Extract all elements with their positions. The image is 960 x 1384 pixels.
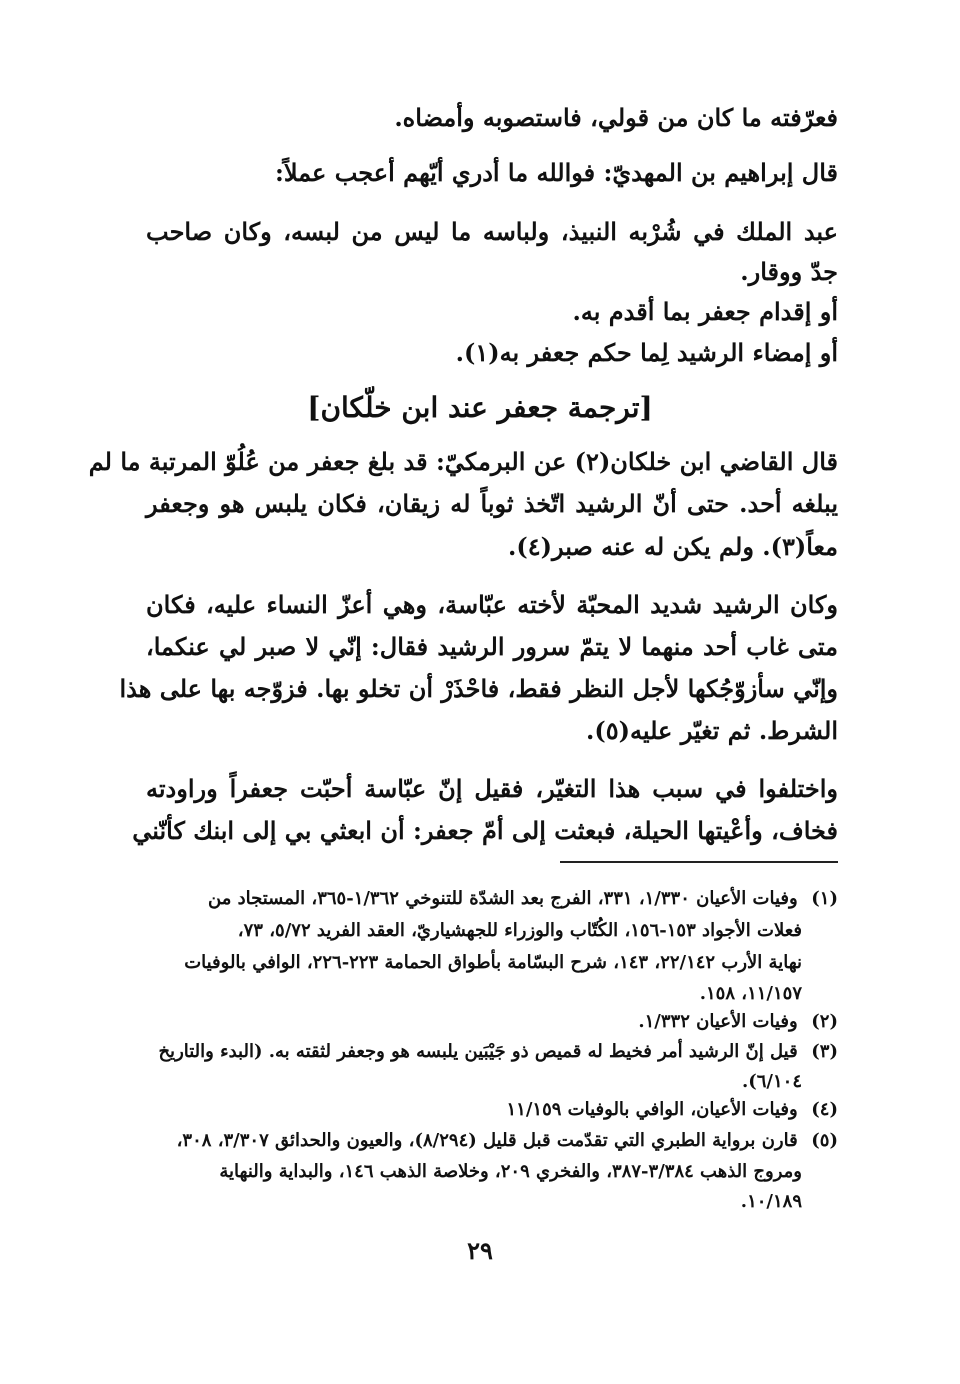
para3-line-1: وكان الرشيد شديد المحبّة لأخته عبّاسة، وهي أعزّ النساء عليه، فكان: [146, 590, 838, 619]
footnote-1-number: (١): [811, 888, 838, 909]
footnote-3-line-1: [146, 1037, 838, 1066]
footnote-5-line-3: ١٠/١٨٩.: [740, 1191, 802, 1212]
para3-line-3: وإنّي سأزوّجُكها لأجل النظر فقط، فاحْذَرْ أن تخلو بها. فزوّجه بها على هذا: [119, 674, 838, 703]
footnote-separator: [560, 861, 838, 863]
footnote-3-number: (٣): [811, 1041, 838, 1062]
footnote-5-line-1: [146, 1126, 838, 1155]
para3-line-4: الشرط. ثم تغيّر عليه(٥).: [586, 716, 838, 745]
para2-line-1: قال القاضي ابن خلكان(٢) عن البرمكيّ: قد بلغ جعفر من عُلُوّ المرتبة ما لم: [88, 447, 838, 476]
footnote-4: [146, 1095, 838, 1124]
para4-line-2: فخاف، وأعْيتها الحيلة، فبعثت إلى أمّ جعفر: أن ابعثي بي إلى ابنك كأنّني: [132, 816, 838, 845]
body-line-1: فعرّفته ما كان من قولي، فاستصوبه وأمضاه.: [394, 103, 838, 132]
para3-line-2: متى غاب أحد منهما لا يتمّ سرور الرشيد فقال: إنّي لا صبر لي عنكما،: [146, 632, 838, 661]
para2-line-2: يبلغه أحد. حتى أنّ الرشيد اتّخذ ثوباً له زيقان، فكان يلبس هو وجعفر: [146, 489, 838, 518]
body-line-2: قال إبراهيم بن المهديّ: فوالله ما أدري أيّهم أعجب عملاً:: [274, 158, 838, 187]
body-line-6: أو إمضاء الرشيد لِما حكم جعفر به(١).: [455, 338, 838, 367]
footnote-4-text: وفيات الأعيان، الوافي بالوفيات ١١/١٥٩: [506, 1099, 798, 1120]
footnote-2-text: وفيات الأعيان ١/٣٣٢.: [638, 1011, 798, 1032]
para2-line-3: معاً(٣). ولم يكن له عنه صبر(٤).: [507, 532, 838, 561]
footnote-5-text: قارن برواية الطبري التي تقدّمت قبل قليل (٨/٢٩٤)، والعيون والحدائق ٣/٣٠٧، ٣٠٨،: [176, 1130, 798, 1151]
body-line-5: أو إقدام جعفر بما أقدم به.: [572, 297, 838, 326]
para4-line-1: واختلفوا في سبب هذا التغيّر، فقيل إنّ عبّاسة أحبّت جعفراً وراودته: [146, 774, 839, 803]
footnote-5-number: (٥): [811, 1130, 838, 1151]
body-line-3: عبد الملك في شُرْبه النبيذ، ولباسه ما ليس من لبسه، وكان صاحب: [146, 217, 838, 246]
page-number: ٢٩: [467, 1236, 493, 1265]
footnote-2-number: (٢): [811, 1011, 838, 1032]
footnote-1-line-2: فعلات الأجواد ١٥٣-١٥٦، الكُتّاب والوزراء للجهشياريّ، العقد الفريد ٥/٧٢، ٧٣،: [237, 920, 802, 941]
section-title: [ترجمة جعفر عند ابن خلّكان]: [307, 391, 653, 424]
footnote-1-text: وفيات الأعيان ١/٣٣٠، ٣٣١، الفرج بعد الشدّة للتنوخي ١/٣٦٢-٣٦٥، المستجاد من: [208, 888, 798, 909]
footnote-1-line-3: نهاية الأرب ٢٢/١٤٢، ١٤٣، شرح البسّامة بأطواق الحمامة ٢٢٣-٢٢٦، الوافي بالوفيات: [184, 952, 802, 973]
footnote-1-line-1: [146, 884, 838, 913]
footnote-5-line-2: ومروج الذهب ٣/٣٨٤-٣٨٧، والفخري ٢٠٩، وخلاصة الذهب ١٤٦، والبداية والنهاية: [219, 1161, 802, 1182]
footnote-3-text: قيل إنّ الرشيد أمر فخيط له قميص ذو جَيْبَين يلبسه هو وجعفر لثقته به. (البدء والتاريخ: [158, 1041, 798, 1062]
footnote-3-line-2: ٦/١٠٤).: [741, 1071, 802, 1092]
footnote-2: [146, 1007, 838, 1036]
footnote-4-number: (٤): [811, 1099, 838, 1120]
body-line-4: جدّ ووقار.: [740, 257, 838, 286]
footnote-1-line-4: ١١/١٥٧، ١٥٨.: [699, 983, 802, 1004]
